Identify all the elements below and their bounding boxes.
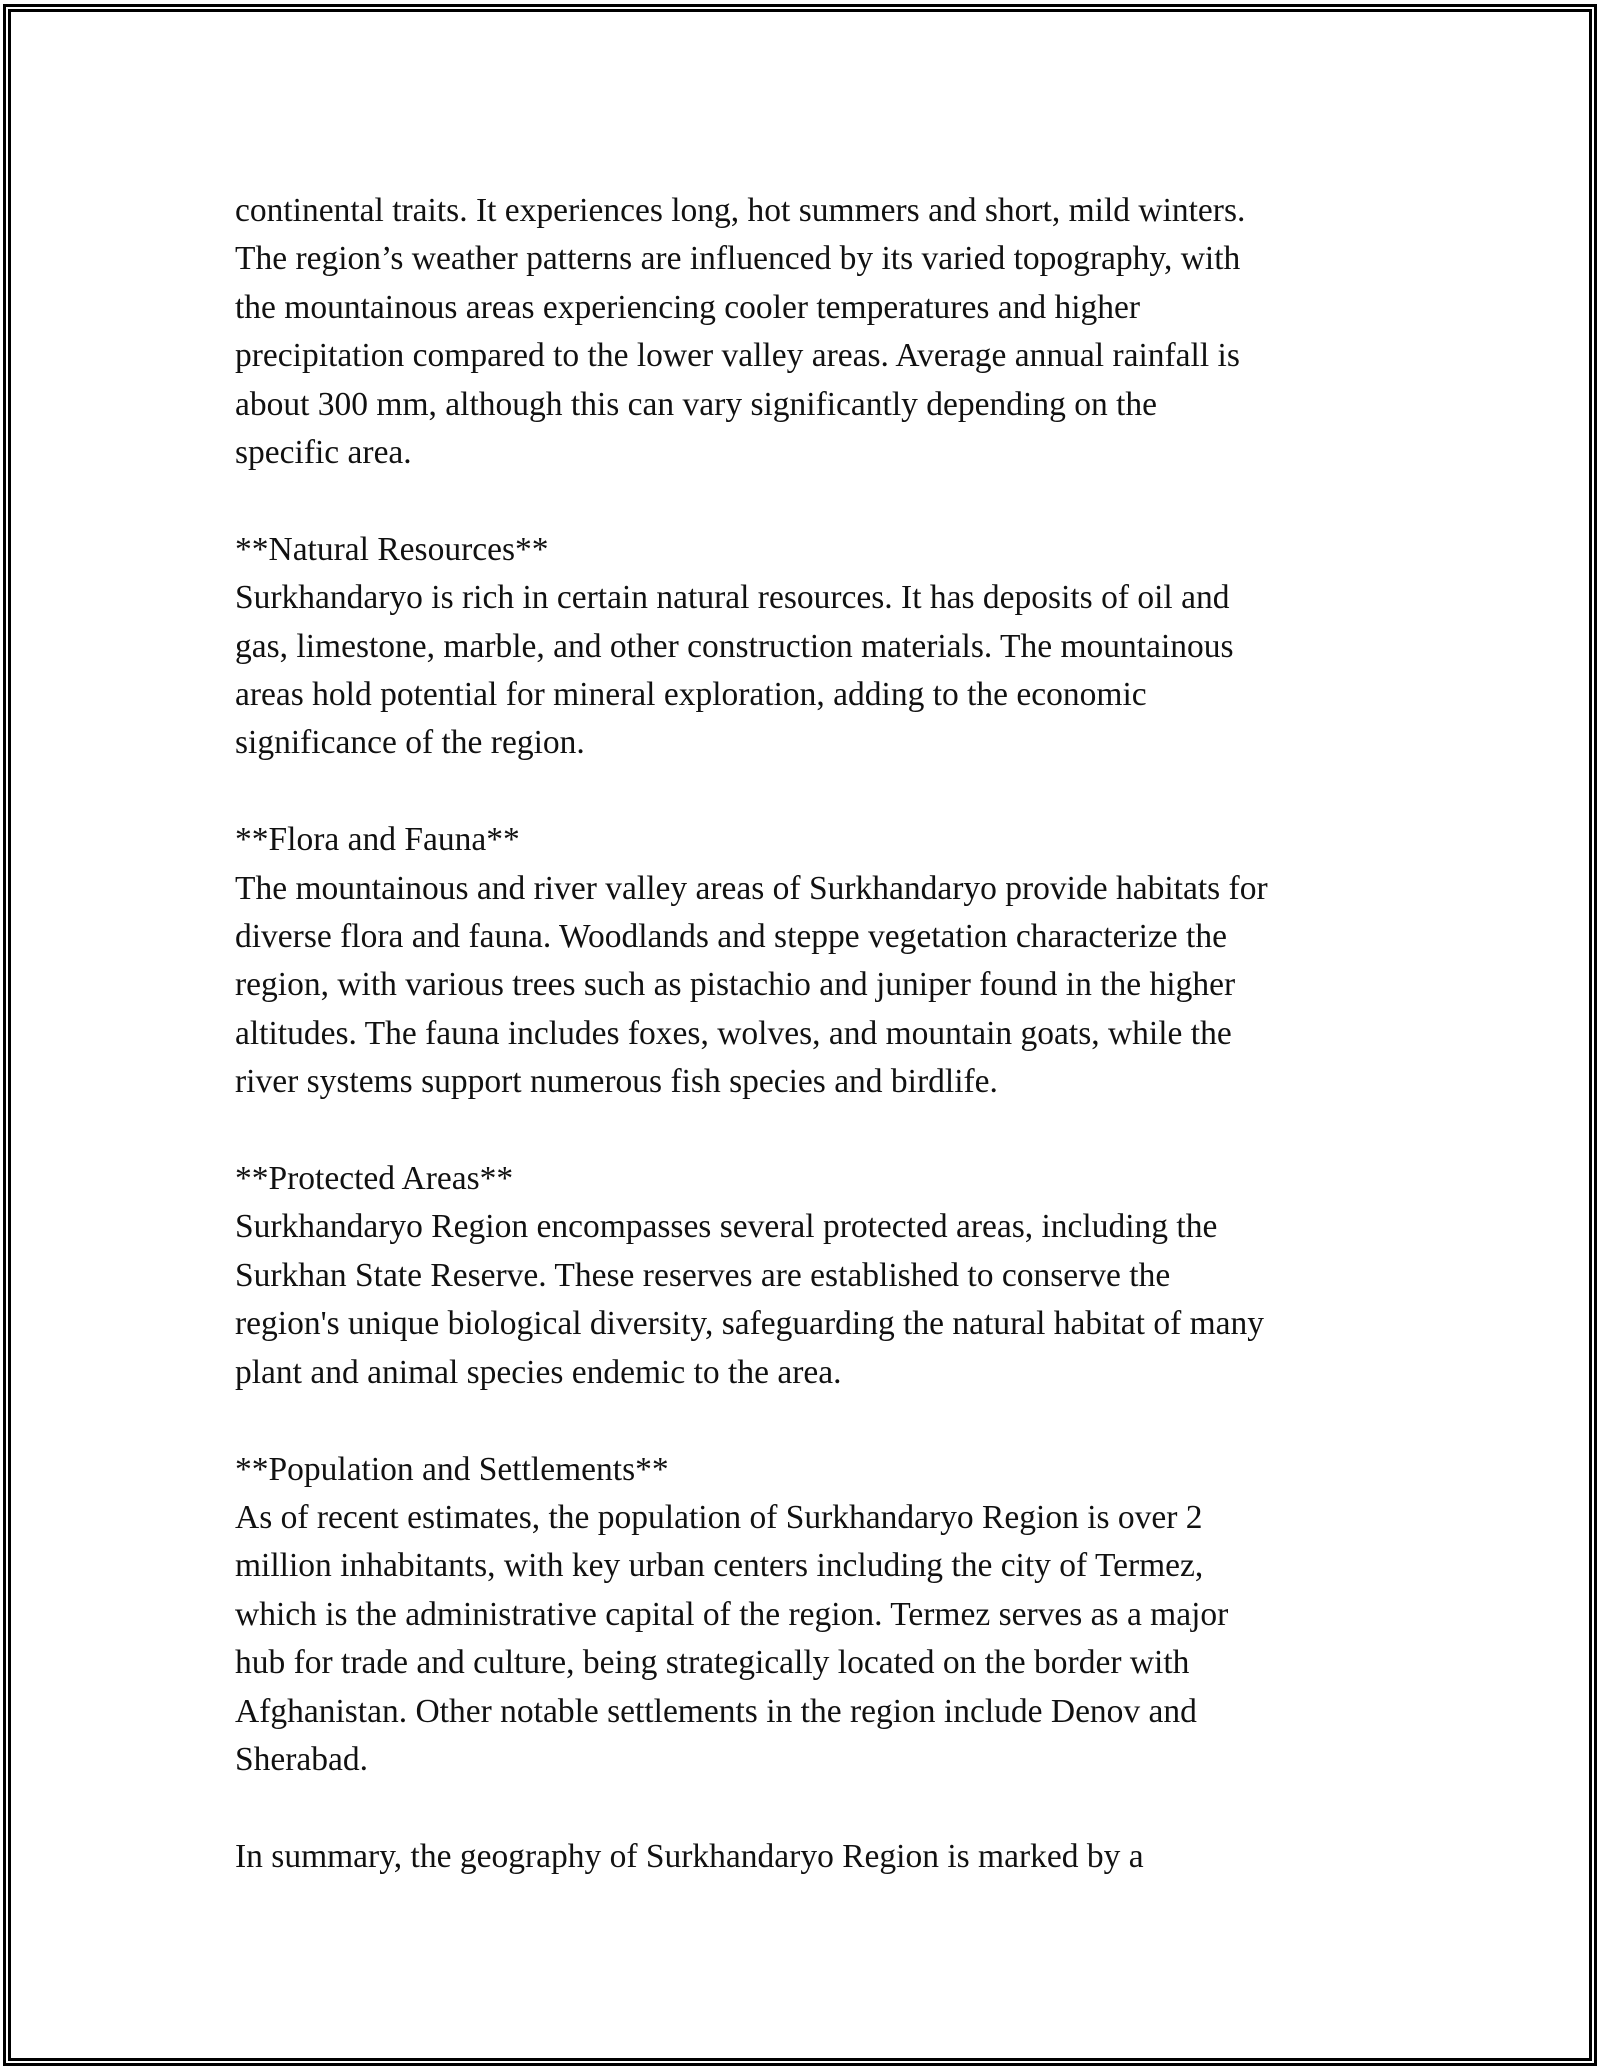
section-flora-fauna — [235, 816, 1415, 1106]
text-line: altitudes. The fauna includes foxes, wolves, and mountain goats, while the — [235, 1014, 1232, 1052]
text-line: million inhabitants, with key urban centers including the city of Termez, — [235, 1547, 1204, 1585]
paragraph-climate — [235, 187, 1415, 477]
section-protected-areas — [235, 1155, 1415, 1397]
text-line: specific area. — [235, 434, 412, 472]
text-line: the mountainous areas experiencing cooler temperatures and higher — [235, 288, 1141, 326]
section-heading: **Population and Settlements** — [235, 1450, 669, 1488]
text-line: gas, limestone, marble, and other construction materials. The mountainous — [235, 627, 1234, 665]
paragraph-summary — [235, 1833, 1415, 1881]
section-heading: **Flora and Fauna** — [235, 821, 520, 859]
text-line: diverse flora and fauna. Woodlands and steppe vegetation characterize the — [235, 918, 1227, 956]
document-body — [235, 187, 1415, 1930]
text-line: plant and animal species endemic to the area. — [235, 1353, 842, 1391]
text-line: continental traits. It experiences long, hot summers and short, mild winters. — [235, 192, 1246, 229]
text-line: The mountainous and river valley areas of Surkhandaryo provide habitats for — [235, 869, 1268, 907]
text-line: Surkhandaryo Region encompasses several protected areas, including the — [235, 1208, 1218, 1246]
text-line: precipitation compared to the lower valley areas. Average annual rainfall is — [235, 337, 1240, 375]
text-line: region's unique biological diversity, safeguarding the natural habitat of many — [235, 1305, 1265, 1343]
text-line: significance of the region. — [235, 724, 585, 762]
text-line: As of recent estimates, the population of Surkhandaryo Region is over 2 — [235, 1498, 1203, 1536]
section-heading: **Protected Areas** — [235, 1160, 514, 1198]
text-line: river systems support numerous fish species and birdlife. — [235, 1063, 998, 1101]
text-line: which is the administrative capital of the region. Termez serves as a major — [235, 1595, 1229, 1633]
text-line: about 300 mm, although this can vary significantly depending on the — [235, 385, 1158, 423]
text-line: hub for trade and culture, being strategically located on the border with — [235, 1644, 1190, 1682]
section-population — [235, 1446, 1415, 1785]
text-line: region, with various trees such as pistachio and juniper found in the higher — [235, 966, 1236, 1004]
text-line: Afghanistan. Other notable settlements in the region include Denov and — [235, 1692, 1197, 1730]
section-heading: **Natural Resources** — [235, 530, 549, 568]
text-line: areas hold potential for mineral exploration, adding to the economic — [235, 676, 1147, 714]
text-line: Surkhan State Reserve. These reserves are established to conserve the — [235, 1256, 1171, 1294]
text-line: In summary, the geography of Surkhandaryo Region is marked by a — [235, 1837, 1144, 1875]
text-line: Surkhandaryo is rich in certain natural resources. It has deposits of oil and — [235, 579, 1230, 617]
section-natural-resources — [235, 526, 1415, 768]
text-line: The region’s weather patterns are influenced by its varied topography, with — [235, 240, 1241, 278]
text-line: Sherabad. — [235, 1740, 369, 1778]
